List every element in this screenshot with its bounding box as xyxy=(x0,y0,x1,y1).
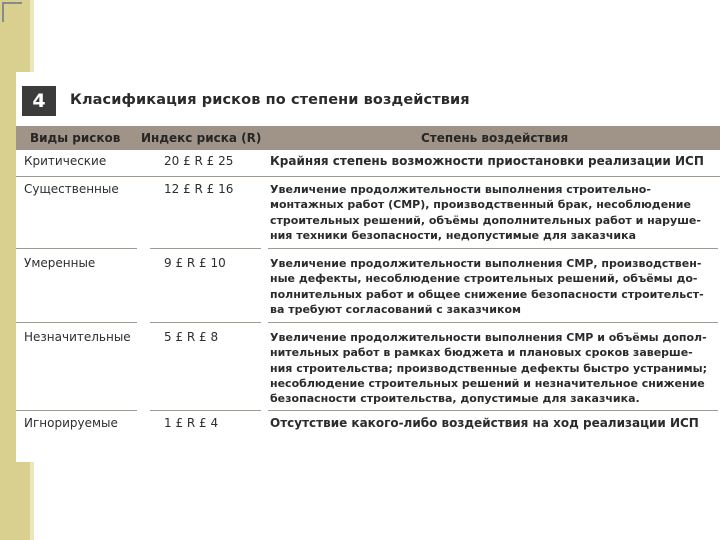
risk-type: Умеренные xyxy=(24,256,96,270)
risk-index: 12 £ R £ 16 xyxy=(164,182,234,196)
slide-content xyxy=(16,72,720,462)
risk-impact: Увеличение продолжительности выполнения СМР и объёмы допол-нительных работ в рамках бюджета и плановых сроков заверше-ния строительства; производственные дефекты быстро устранимы; несоблюдение строительных решений и незначительное снижение безопасности строительства, допустимые для заказчика. xyxy=(270,331,708,406)
row-divider xyxy=(16,176,720,177)
risk-impact: Увеличение продолжительности выполнения строительно-монтажных работ (СМР), производственный брак, несоблюдение строительных решений, объёмы дополнительных работ и наруше-ния техники безопасности, недопустимые для заказчика xyxy=(270,183,701,242)
table-row xyxy=(16,150,720,174)
table-number-badge: 4 xyxy=(22,86,56,116)
row-divider xyxy=(150,322,261,323)
row-divider xyxy=(150,410,261,411)
risk-impact: Крайняя степень возможности приостановки реализации ИСП xyxy=(270,154,704,168)
header-impact: Степень воздействия xyxy=(421,131,569,145)
table-row xyxy=(16,412,720,436)
table-row xyxy=(16,252,720,320)
risk-type: Существенные xyxy=(24,182,119,196)
row-divider xyxy=(268,410,718,411)
title-row xyxy=(16,84,720,120)
row-divider xyxy=(268,248,718,249)
risk-type: Критические xyxy=(24,154,107,168)
page-title: Класификация рисков по степени воздействия xyxy=(70,92,470,108)
risk-impact: Увеличение продолжительности выполнения СМР, производствен-ные дефекты, несоблюдение строительных решений, объёмы до-полнительных работ и общее снижение безопасности строительст-ва требуют согласований с заказчиком xyxy=(270,257,704,316)
row-divider xyxy=(16,322,137,323)
table-row xyxy=(16,178,720,246)
risk-type: Игнорируемые xyxy=(24,416,118,430)
corner-bracket xyxy=(2,2,22,22)
risk-index: 5 £ R £ 8 xyxy=(164,330,219,344)
risk-type: Незначительные xyxy=(24,330,131,344)
header-risk-index: Индекс риска (R) xyxy=(141,131,262,145)
risk-index: 20 £ R £ 25 xyxy=(164,154,234,168)
row-divider xyxy=(16,410,137,411)
risk-impact: Отсутствие какого-либо воздействия на ход реализации ИСП xyxy=(270,416,699,430)
risk-index: 1 £ R £ 4 xyxy=(164,416,219,430)
row-divider xyxy=(268,322,718,323)
row-divider xyxy=(16,248,137,249)
row-divider xyxy=(150,248,261,249)
risk-index: 9 £ R £ 10 xyxy=(164,256,226,270)
header-risk-type: Виды рисков xyxy=(30,131,121,145)
table-row xyxy=(16,326,720,406)
table-header xyxy=(16,126,720,150)
